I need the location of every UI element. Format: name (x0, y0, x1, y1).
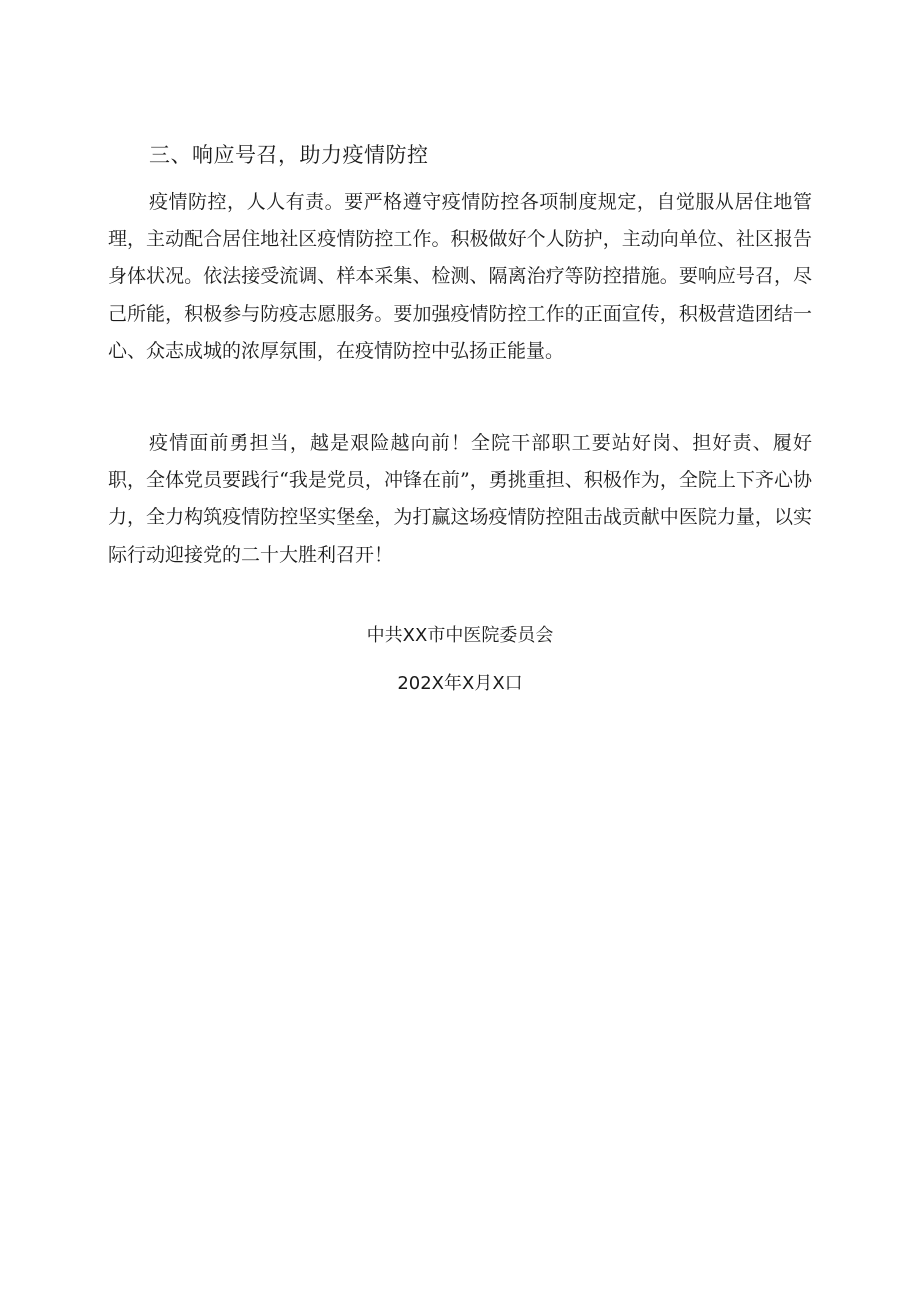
body-paragraph-2: 疫情面前勇担当，越是艰险越向前！全院干部职工要站好岗、担好责、履好职，全体党员要践行“我是党员，冲锋在前”，勇挑重担、积极作为，全院上下齐心协力，全力构筑疫情防控坚实堡垒，为打赢这场疫情防控阻击战贡献中医院力量，以实际行动迎接党的二十大胜利召开！ (108, 432, 812, 566)
body-paragraph-1: 疫情防控，人人有责。要严格遵守疫情防控各项制度规定，自觉服从居住地管理，主动配合居住地社区疫情防控工作。积极做好个人防护，主动向单位、社区报告身体状况。依法接受流调、样本采集、检测、隔离治疗等防控措施。要响应号召，尽己所能，积极参与防疫志愿服务。要加强疫情防控工作的正面宣传，积极营造团结一心、众志成城的浓厚氛围，在疫情防控中弘扬正能量。 (108, 191, 812, 362)
section-heading: 三、响应号召，助力疫情防控 (149, 143, 429, 167)
signature-date: 202X年X月X口 (397, 673, 523, 694)
signature-organization: 中共XX市中医院委员会 (366, 625, 554, 646)
